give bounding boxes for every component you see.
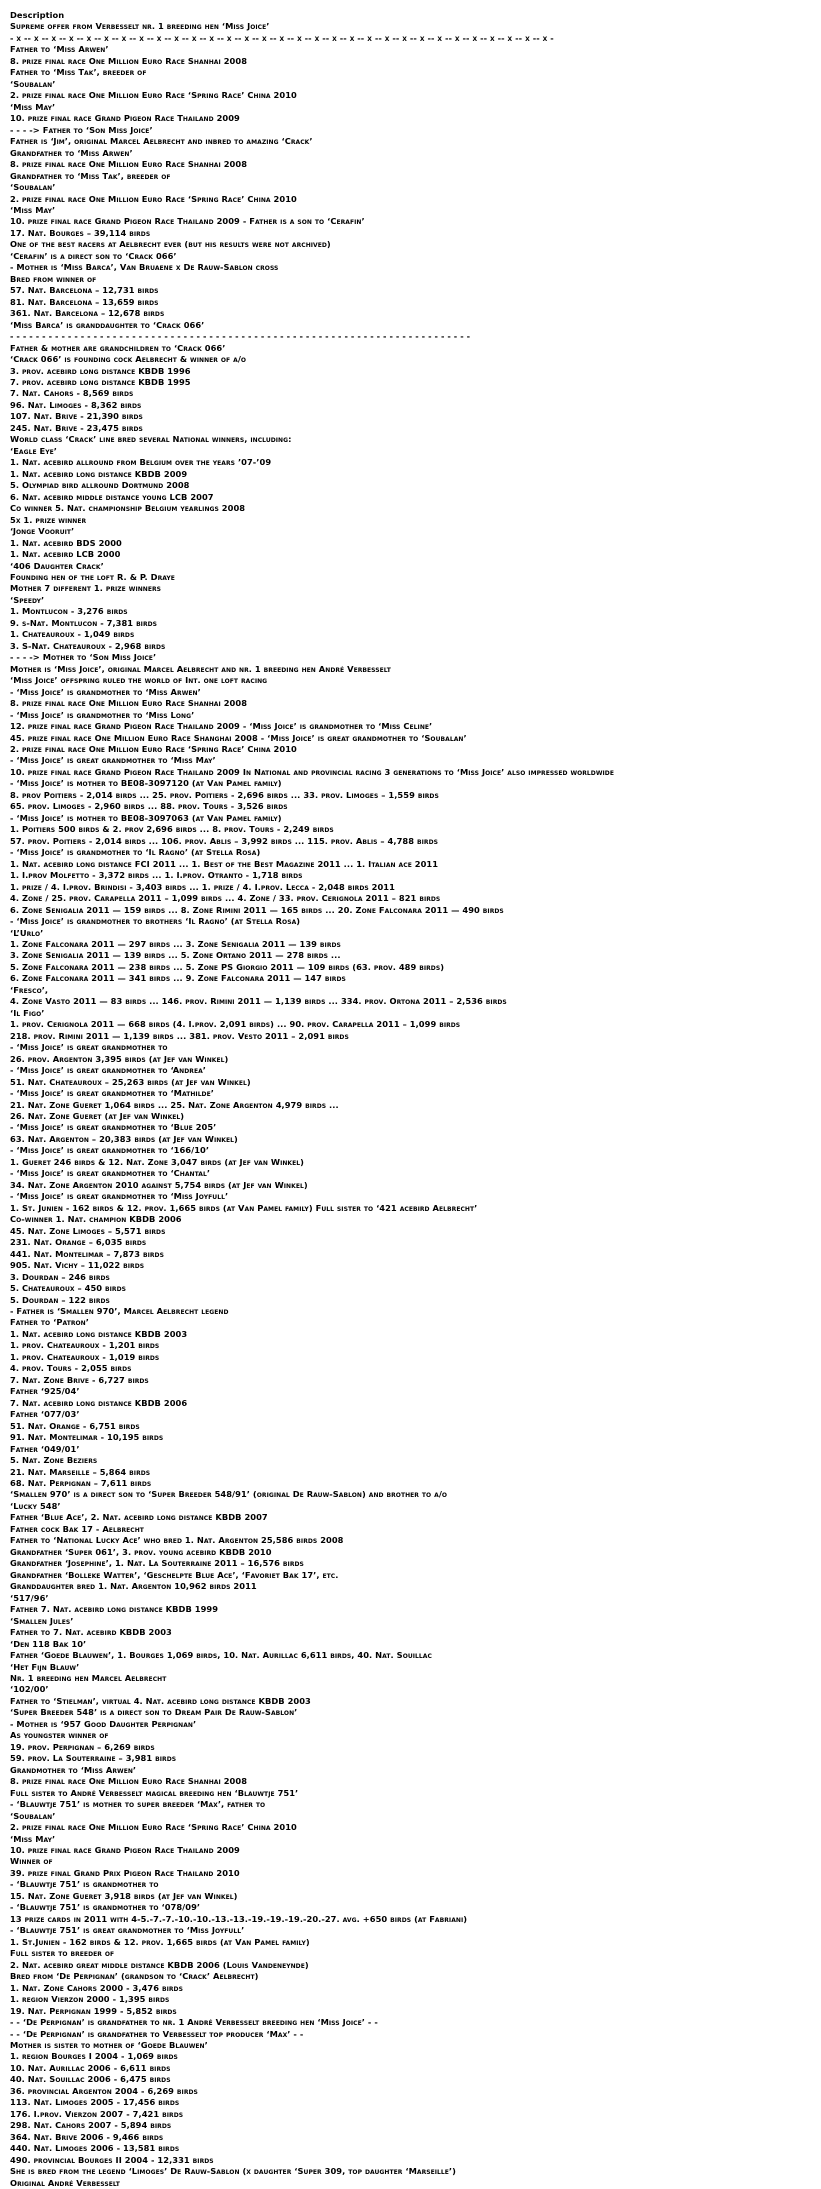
text-line: 4. prov. Tours - 2,055 birds xyxy=(10,1363,132,1374)
text-line: 57. Nat. Barcelona – 12,731 birds xyxy=(10,285,159,296)
text-line: 298. Nat. Cahors 2007 - 5,894 birds xyxy=(10,2120,172,2131)
text-line: 39. prize final Grand Prix Pigeon Race Thailand 2010 xyxy=(10,1867,240,1878)
text-line: 12. prize final race Grand Pigeon Race Thailand 2009 - ‘Miss Joice’ is grandmother to ‘Miss Celine’ xyxy=(10,721,433,732)
text-line: 45. prize final race One Million Euro Race Shanghai 2008 - ‘Miss Joice’ is great grandmother to ‘Soubalan’ xyxy=(10,732,467,743)
text-line: 1. prov. Cerignola 2011 — 668 birds (4. I.prov. 2,091 birds) ... 90. prov. Carapella 2011 – 1,099 birds xyxy=(10,1019,461,1030)
text-line: 1. Nat. acebird allround from Belgium over the years ’07-’09 xyxy=(10,457,272,468)
text-line: 59. prov. La Souterraine – 3,981 birds xyxy=(10,1753,177,1764)
text-line: 1. Nat. Zone Cahors 2000 - 3,476 birds xyxy=(10,1982,183,1993)
text-line: 51. Nat. Chateauroux – 25,263 birds (at Jef van Winkel) xyxy=(10,1076,251,1087)
text-line: Father to 7. Nat. acebird KBDB 2003 xyxy=(10,1627,172,1638)
text-line: 1. region Vierzon 2000 - 1,395 birds xyxy=(10,1994,170,2005)
text-line: Original André Verbesselt xyxy=(10,2177,120,2188)
text-line: ‘Het Fijn Blauw’ xyxy=(10,1661,80,1672)
text-line: - - ‘De Perpignan’ is grandfather to Verbesselt top producer ‘Max’ - - xyxy=(10,2028,304,2039)
text-line: - ‘Miss Joice’ is great grandmother to ‘166/10’ xyxy=(10,1145,210,1156)
text-line: Mother 7 different 1. prize winners xyxy=(10,583,162,594)
text-line: Father is ‘Jim’, original Marcel Aelbrecht and inbred to amazing ‘Crack’ xyxy=(10,136,313,147)
text-line: ‘Cerafin’ is a direct son to ‘Crack 066’ xyxy=(10,250,177,261)
text-line: - x -- x -- x -- x -- x -- x -- x -- x -- x -- x -- x -- x -- x -- x -- x -- x -- x -- x -- x -- x -- x -- x -- x -- x -- x -- x -- x -- x -- x -- x -- x - xyxy=(10,32,554,43)
text-line: 2. prize final race One Million Euro Race ‘Spring Race’ China 2010 xyxy=(10,1822,297,1833)
text-line: 10. prize final race Grand Pigeon Race Thailand 2009 In National and provincial racing 3 generations to ‘Miss Joice’ also impressed worldwide xyxy=(10,766,614,777)
text-line: Full sister to breeder of xyxy=(10,1948,115,1959)
text-line: 1. Nat. acebird long distance KBDB 2003 xyxy=(10,1328,188,1339)
text-line: 17. Nat. Bourges – 39,114 birds xyxy=(10,227,151,238)
text-line: 57. prov. Poitiers - 2,014 birds ... 106. prov. Ablis – 3,992 birds ... 115. prov. Ablis – 4,788 birds xyxy=(10,835,438,846)
text-line: Bred from winner of xyxy=(10,273,97,284)
text-line: ‘Soubalan’ xyxy=(10,182,56,193)
text-line: 1. Poitiers 500 birds & 2. prov 2,696 birds ... 8. prov. Tours - 2,249 birds xyxy=(10,824,334,835)
text-line: 5x 1. prize winner xyxy=(10,514,87,525)
text-line: Mother is sister to mother of ‘Goede Blauwen’ xyxy=(10,2039,208,2050)
text-line: 91. Nat. Montelimar - 10,195 birds xyxy=(10,1432,164,1443)
text-line: Grandfather ‘Josephine’, 1. Nat. La Souterraine 2011 – 16,576 birds xyxy=(10,1558,304,1569)
text-line: She is bred from the legend ‘Limoges’ De Rauw-Sablon (x daughter ‘Super 309, top daughter ‘Marseille’) xyxy=(10,2166,456,2177)
text-line: ‘L’Urlo’ xyxy=(10,927,44,938)
text-line: 6. Zone Senigalia 2011 — 159 birds ... 8. Zone Rimini 2011 — 165 birds ... 20. Zone Falconara 2011 — 490 birds xyxy=(10,904,504,915)
text-line: Father ‘925/04’ xyxy=(10,1386,80,1397)
text-line: ‘Super Breeder 548’ is a direct son to Dream Pair De Rauw-Sablon’ xyxy=(10,1707,298,1718)
text-line: 6. Zone Falconara 2011 — 341 birds ... 9. Zone Falconara 2011 — 147 birds xyxy=(10,973,346,984)
text-line: - - - - - - - - - - - - - - - - - - - - - - - - - - - - - - - - - - - - - - - - - - - - - - - - - - - - - - - - - - - - - - - - - - - - - - - - xyxy=(10,331,471,342)
text-line: 218. prov. Rimini 2011 — 1,139 birds ... 381. prov. Vesto 2011 – 2,091 birds xyxy=(10,1030,349,1041)
text-line: Grandfather ‘Bolleke Watter’, ‘Geschelpte Blue Ace’, ‘Favoriet Bak 17’, etc. xyxy=(10,1569,339,1580)
text-line: 63. Nat. Argenton – 20,383 birds (at Jef van Winkel) xyxy=(10,1133,238,1144)
text-line: 2. Nat. acebird great middle distance KBDB 2006 (Louis Vandeneynde) xyxy=(10,1959,309,1970)
text-line: - ‘Blauwtje 751’ is mother to super breeder ‘Max’, father to xyxy=(10,1799,266,1810)
text-line: 113. Nat. Limoges 2005 - 17,456 birds xyxy=(10,2097,180,2108)
text-line: ‘517/96’ xyxy=(10,1592,49,1603)
text-line: - ‘Blauwtje 751’ is great grandmother to ‘Miss Joyfull’ xyxy=(10,1925,245,1936)
text-line: 7. Nat. Cahors - 8,569 birds xyxy=(10,388,134,399)
text-line: Winner of xyxy=(10,1856,53,1867)
text-line: Nr. 1 breeding hen Marcel Aelbrecht xyxy=(10,1672,167,1683)
text-line: - ‘Miss Joice’ is great grandmother to ‘Andrea’ xyxy=(10,1065,206,1076)
text-line: 1. St. Junien - 162 birds & 12. prov. 1,665 birds (at Van Pamel family) Full sister to ‘421 acebird Aelbrecht’ xyxy=(10,1202,478,1213)
text-line: - ‘Miss Joice’ is great grandmother to ‘Miss Joyfull’ xyxy=(10,1191,229,1202)
text-line: - ‘Miss Joice’ is great grandmother to ‘Blue 205’ xyxy=(10,1122,217,1133)
text-line: 361. Nat. Barcelona – 12,678 birds xyxy=(10,308,165,319)
text-line: 1. region Bourges I 2004 - 1,069 birds xyxy=(10,2051,178,2062)
text-line: Father & mother are grandchildren to ‘Crack 066’ xyxy=(10,342,226,353)
text-line: - - - -> Mother to ‘Son Miss Joice’ xyxy=(10,652,157,663)
text-line: ‘Smallen 970’ is a direct son to ‘Super Breeder 548/91’ (original De Rauw-Sablon) and brother to a/o xyxy=(10,1489,448,1500)
text-line: 1. Nat. acebird BDS 2000 xyxy=(10,537,122,548)
text-line: 1. Gueret 246 birds & 12. Nat. Zone 3,047 birds (at Jef van Winkel) xyxy=(10,1156,304,1167)
text-line: Grandfather to ‘Miss Arwen’ xyxy=(10,147,133,158)
text-line: 905. Nat. Vichy – 11,022 birds xyxy=(10,1260,145,1271)
text-line: Supreme offer from Verbesselt nr. 1 breeding hen ‘Miss Joice’ xyxy=(10,21,270,32)
text-line: 5. Chateauroux – 450 birds xyxy=(10,1283,127,1294)
text-line: 34. Nat. Zone Argenton 2010 against 5,754 birds (at Jef van Winkel) xyxy=(10,1179,308,1190)
text-line: 8. prov Poitiers - 2,014 birds ... 25. prov. Poitiers - 2,696 birds ... 33. prov. Limoges – 1,559 birds xyxy=(10,789,439,800)
text-line: 4. Zone Vasto 2011 — 83 birds ... 146. prov. Rimini 2011 — 1,139 birds ... 334. prov. Ortona 2011 – 2,536 birds xyxy=(10,996,507,1007)
text-line: 7. prov. acebird long distance KBDB 1995 xyxy=(10,377,191,387)
text-line: 10. prize final race Grand Pigeon Race Thailand 2009 xyxy=(10,1845,240,1855)
text-line: 3. S-Nat. Chateauroux - 2,968 birds xyxy=(10,640,166,651)
text-line: ‘Fresco’, xyxy=(10,984,49,995)
text-line: World class ‘Crack’ line bred several National winners, including: xyxy=(10,434,292,445)
text-line: - ‘Miss Joice’ is great grandmother to xyxy=(10,1042,168,1053)
text-line: One of the best racers at Aelbrecht ever (but his results were not archived) xyxy=(10,239,331,250)
text-line: - ‘Miss Joice’ is grandmother to ‘Il Ragno’ (at Stella Rosa) xyxy=(10,847,261,858)
text-line: Father ‘Blue Ace’, 2. Nat. acebird long distance KBDB 2007 xyxy=(10,1512,268,1523)
text-line: ‘102/00’ xyxy=(10,1684,49,1695)
text-line: Grandfather ‘Super 061’, 3. prov. young acebird KBDB 2010 xyxy=(10,1546,272,1557)
text-line: 51. Nat. Orange - 6,751 birds xyxy=(10,1420,140,1431)
text-line: Father to ‘National Lucky Ace’ who bred 1. Nat. Argenton 25,586 birds 2008 xyxy=(10,1535,344,1546)
text-line: 5. Dourdan – 122 birds xyxy=(10,1294,110,1305)
text-line: As youngster winner of xyxy=(10,1730,109,1741)
text-line: 440. Nat. Limoges 2006 - 13,581 birds xyxy=(10,2143,180,2154)
text-line: ‘Miss May’ xyxy=(10,1833,56,1844)
text-line: ‘Miss Joice’ offspring ruled the world of Int. one loft racing xyxy=(10,675,268,686)
text-line: ‘Miss May’ xyxy=(10,204,56,215)
text-line: 1. Zone Falconara 2011 — 297 birds ... 3. Zone Senigalia 2011 — 139 birds xyxy=(10,938,341,949)
text-line: Mother is ‘Miss Joice’, original Marcel Aelbrecht and nr. 1 breeding hen André Verbesselt xyxy=(10,663,391,674)
text-line: 2. prize final race One Million Euro Race ‘Spring Race’ China 2010 xyxy=(10,744,297,754)
text-line: 8. prize final race One Million Euro Race Shanhai 2008 xyxy=(10,159,248,170)
text-line: 21. Nat. Marseille – 5,864 birds xyxy=(10,1466,151,1477)
text-line: 5. Olympiad bird allround Dortmund 2008 xyxy=(10,480,190,491)
text-line: 245. Nat. Brive - 23,475 birds xyxy=(10,422,143,433)
text-line: ‘Soubalan’ xyxy=(10,78,56,89)
text-line: Founding hen of the loft R. & P. Draye xyxy=(10,571,175,582)
text-line: 3. Zone Senigalia 2011 — 139 birds ... 5. Zone Ortano 2011 — 278 birds ... xyxy=(10,950,341,961)
text-line: - - - -> Father to ‘Son Miss Joice’ xyxy=(10,124,153,135)
text-line: 2. prize final race One Million Euro Race ‘Spring Race’ China 2010 xyxy=(10,193,297,204)
text-line: 8. prize final race One Million Euro Race Shanhai 2008 xyxy=(10,1776,248,1787)
text-line: 19. Nat. Perpignan 1999 - 5,852 birds xyxy=(10,2005,177,2016)
text-line: ‘Eagle Eye’ xyxy=(10,445,58,456)
text-line: 441. Nat. Montelimar – 7,873 birds xyxy=(10,1248,164,1259)
text-line: ‘Smallen Jules’ xyxy=(10,1615,74,1626)
text-line: 40. Nat. Souillac 2006 - 6,475 birds xyxy=(10,2074,171,2085)
text-line: 107. Nat. Brive - 21,390 birds xyxy=(10,411,143,422)
text-line: - ‘Miss Joice’ is grandmother to brothers ‘Il Ragno’ (at Stella Rosa) xyxy=(10,916,301,927)
text-line: - ‘Blauwtje 751’ is grandmother to xyxy=(10,1879,159,1890)
text-line: Grandmother to ‘Miss Arwen’ xyxy=(10,1764,137,1775)
text-line: - ‘Miss Joice’ is mother to BE08-3097120 (at Van Pamel family) xyxy=(10,778,282,789)
text-line: Father to ‘Patron’ xyxy=(10,1317,89,1328)
text-line: 8. prize final race One Million Euro Race Shanhai 2008 xyxy=(10,55,248,66)
text-line: Father ‘049/01’ xyxy=(10,1443,80,1454)
text-line: 1. prize / 4. I.prov. Brindisi - 3,403 birds ... 1. prize / 4. I.prov. Lecca - 2,048 birds 2011 xyxy=(10,881,395,892)
text-line: 3. Dourdan – 246 birds xyxy=(10,1271,110,1282)
text-line: Father ‘Goede Blauwen’, 1. Bourges 1,069 birds, 10. Nat. Aurillac 6,611 birds, 40. Nat. Souillac xyxy=(10,1650,432,1661)
text-line: 13 prize cards in 2011 with 4-5.-7.-7.-10.-10.-13.-13.-19.-19.-19.-20.-27. avg. +650 birds (at Fabriani) xyxy=(10,1913,468,1924)
text-line: ‘Miss Barca’ is granddaughter to ‘Crack 066’ xyxy=(10,319,205,330)
text-line: ‘406 Daughter Crack’ xyxy=(10,560,104,571)
text-line: ‘Crack 066’ is founding cock Aelbrecht & winner of a/o xyxy=(10,354,247,365)
text-line: 176. I.prov. Vierzon 2007 - 7,421 birds xyxy=(10,2108,184,2119)
text-line: - ‘Miss Joice’ is grandmother to ‘Miss Arwen’ xyxy=(10,686,201,697)
description-heading: Description xyxy=(10,10,65,20)
text-line: ‘Soubalan’ xyxy=(10,1810,56,1821)
text-line: 81. Nat. Barcelona – 13,659 birds xyxy=(10,296,159,307)
text-line: 65. prov. Limoges - 2,960 birds ... 88. prov. Tours - 3,526 birds xyxy=(10,801,288,812)
text-line: 15. Nat. Zone Gueret 3,918 birds (at Jef van Winkel) xyxy=(10,1890,238,1901)
text-line: 10. prize final race Grand Pigeon Race Thailand 2009 - Father is a son to ‘Cerafin’ xyxy=(10,216,365,227)
text-line: - ‘Miss Joice’ is great grandmother to ‘Chantal’ xyxy=(10,1168,211,1179)
text-line: 1. Nat. acebird LCB 2000 xyxy=(10,549,121,560)
text-line: Father to ‘Stielman’, virtual 4. Nat. acebird long distance KBDB 2003 xyxy=(10,1695,311,1706)
text-line: 96. Nat. Limoges - 8,362 birds xyxy=(10,399,142,410)
text-line: Father 7. Nat. acebird long distance KBDB 1999 xyxy=(10,1604,219,1615)
text-line: Father to ‘Miss Tak’, breeder of xyxy=(10,67,147,78)
text-line: Father to ‘Miss Arwen’ xyxy=(10,44,109,55)
text-line: 7. Nat. Zone Brive - 6,727 birds xyxy=(10,1374,149,1385)
text-line: 4. Zone / 25. prov. Carapella 2011 – 1,099 birds ... 4. Zone / 33. prov. Cerignola 2011 – 821 birds xyxy=(10,893,441,904)
text-line: 68. Nat. Perpignan – 7,611 birds xyxy=(10,1478,152,1488)
text-line: 1. Nat. acebird long distance FCI 2011 ... 1. Best of the Best Magazine 2011 ... 1. Italian ace 2011 xyxy=(10,858,439,869)
text-line: Granddaughter bred 1. Nat. Argenton 10,962 birds 2011 xyxy=(10,1581,257,1592)
text-line: Grandfather to ‘Miss Tak’, breeder of xyxy=(10,170,171,181)
text-line: - ‘Blauwtje 751’ is grandmother to ‘078/09’ xyxy=(10,1902,201,1913)
text-line: 19. prov. Perpignan – 6,269 birds xyxy=(10,1741,155,1752)
text-line: 7. Nat. acebird long distance KBDB 2006 xyxy=(10,1397,188,1408)
text-line: - - ‘De Perpignan’ is grandfather to nr. 1 André Verbesselt breeding hen ‘Miss Joice’ - - xyxy=(10,2017,378,2028)
text-line: 3. prov. acebird long distance KBDB 1996 xyxy=(10,365,191,376)
text-line: Bred from ‘De Perpignan’ (grandson to ‘Crack’ Aelbrecht) xyxy=(10,1971,259,1982)
text-line: 1. St.Junien - 162 birds & 12. prov. 1,665 birds (at Van Pamel family) xyxy=(10,1936,310,1947)
text-line: - ‘Miss Joice’ is great grandmother to ‘Mathilde’ xyxy=(10,1088,214,1099)
text-line: 1. prov. Chateauroux - 1,201 birds xyxy=(10,1340,160,1351)
text-line: ‘Jonge Vooruit’ xyxy=(10,526,75,537)
text-line: Father ‘077/03’ xyxy=(10,1409,80,1420)
text-line: 5. Nat. Zone Beziers xyxy=(10,1455,98,1466)
text-line: ‘Lucky 548’ xyxy=(10,1500,61,1511)
text-line: 5. Zone Falconara 2011 — 238 birds ... 5. Zone PS Giorgio 2011 — 109 birds (63. prov. 489 birds) xyxy=(10,961,445,972)
text-line: 8. prize final race One Million Euro Race Shanhai 2008 xyxy=(10,698,248,709)
text-line: 6. Nat. acebird middle distance young LCB 2007 xyxy=(10,491,214,502)
text-line: - ‘Miss Joice’ is grandmother to ‘Miss Long’ xyxy=(10,709,195,720)
text-line: Full sister to André Verbesselt magical breeding hen ‘Blauwtje 751’ xyxy=(10,1787,299,1798)
text-line: 1. prov. Chateauroux - 1,019 birds xyxy=(10,1351,160,1362)
text-line: 1. I.prov Molfetto - 3,372 birds ... 1. I.prov. Otranto - 1,718 birds xyxy=(10,870,303,881)
text-line: ‘Miss May’ xyxy=(10,101,56,112)
text-line: - ‘Miss Joice’ is great grandmother to ‘Miss May’ xyxy=(10,755,216,766)
text-line: 45. Nat. Zone Limoges – 5,571 birds xyxy=(10,1225,166,1236)
text-line: ‘Den 118 Bak 10’ xyxy=(10,1638,87,1649)
text-line: 10. prize final race Grand Pigeon Race Thailand 2009 xyxy=(10,113,240,124)
text-line: 10. Nat. Aurillac 2006 - 6,611 birds xyxy=(10,2062,171,2073)
text-line: 364. Nat. Brive 2006 - 9,466 birds xyxy=(10,2131,164,2142)
text-line: 21. Nat. Zone Gueret 1,064 birds ... 25. Nat. Zone Argenton 4,979 birds ... xyxy=(10,1099,339,1110)
text-line: 1. Montlucon - 3,276 birds xyxy=(10,606,128,617)
text-line: 2. prize final race One Million Euro Race ‘Spring Race’ China 2010 xyxy=(10,90,297,101)
text-line: - Father is ‘Smallen 970’, Marcel Aelbrecht legend xyxy=(10,1305,229,1316)
text-line: 9. s-Nat. Montlucon - 7,381 birds xyxy=(10,617,158,628)
text-line: Co-winner 1. Nat. champion KBDB 2006 xyxy=(10,1214,182,1225)
text-line: 490. provincial Bourges II 2004 - 12,331 birds xyxy=(10,2154,214,2165)
text-line: - Mother is ‘957 Good Daughter Perpignan’ xyxy=(10,1718,197,1729)
text-line: 1. Nat. acebird long distance KBDB 2009 xyxy=(10,468,188,479)
text-line: 26. prov. Argenton 3,395 birds (at Jef van Winkel) xyxy=(10,1053,229,1064)
description-lines xyxy=(10,21,821,2189)
text-line: 36. provincial Argenton 2004 - 6,269 birds xyxy=(10,2085,198,2096)
text-line: 26. Nat. Zone Gueret (at Jef van Winkel) xyxy=(10,1111,185,1121)
text-line: 1. Chateauroux - 1,049 birds xyxy=(10,629,135,640)
text-line: ‘Speedy’ xyxy=(10,594,45,605)
text-line: - Mother is ‘Miss Barca’, Van Bruaene x De Rauw-Sablon cross xyxy=(10,262,279,273)
text-line: Father cock Bak 17 - Aelbrecht xyxy=(10,1523,144,1534)
text-line: ‘Il Figo’ xyxy=(10,1007,45,1018)
text-line: Co winner 5. Nat. championship Belgium yearlings 2008 xyxy=(10,503,246,514)
text-line: 231. Nat. Orange – 6,035 birds xyxy=(10,1237,147,1248)
text-line: - ‘Miss Joice’ is mother to BE08-3097063 (at Van Pamel family) xyxy=(10,812,282,823)
